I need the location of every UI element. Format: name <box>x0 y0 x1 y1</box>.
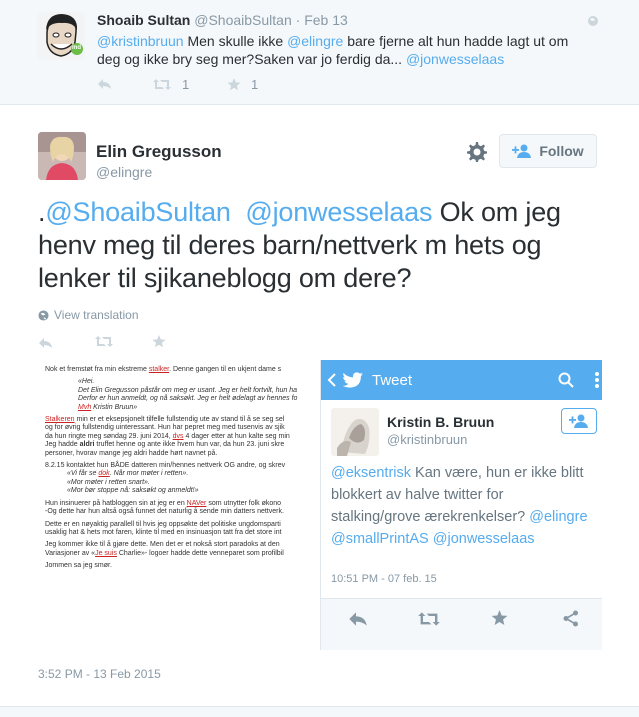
gear-icon[interactable] <box>466 141 488 163</box>
reply-author-name[interactable]: Shoaib Sultan <box>97 12 191 28</box>
favorite-icon <box>152 335 166 348</box>
reply-globe-icon <box>587 14 599 32</box>
reply-retweet-count: 1 <box>182 77 190 92</box>
embed-author-handle[interactable]: @kristinbruun <box>387 432 468 447</box>
retweet-icon <box>94 335 114 348</box>
embed-text-body: Kan være, hun er ikke blitt blokkert av halve twitter for stalking/grove ærekrenkelser? <box>331 465 584 525</box>
doc-line: Nok et fremstøt fra min ekstreme stalker. Denne gangen til en ukjent dame s <box>45 366 282 373</box>
reply-icon <box>38 337 53 349</box>
view-translation-label: View translation <box>54 308 139 322</box>
bottom-divider <box>0 706 639 717</box>
doc-line: Variasjoner av «Je suis Charlie»- logoer hadde dette venneparet som profilbil <box>45 549 284 557</box>
doc-line: «Hei. <box>78 378 95 386</box>
doc-line: personer, hvorav mange jeg aldri hadde hørt navnet på. <box>45 449 218 457</box>
twitter-bird-icon <box>343 372 363 389</box>
reply-retweet-button[interactable] <box>152 77 189 92</box>
reply-icon <box>348 611 368 627</box>
reply-reply-button[interactable] <box>97 78 112 93</box>
add-user-icon <box>569 414 589 428</box>
back-icon <box>327 373 337 387</box>
embed-tweet-text <box>331 462 593 550</box>
favorite-icon <box>227 78 241 91</box>
main-tweet-text <box>38 196 603 295</box>
main-favorite-button[interactable] <box>152 335 166 353</box>
reply-text-part1: Men skulle ikke <box>183 33 288 49</box>
reply-icon <box>97 78 112 90</box>
embed-share-button[interactable] <box>563 610 579 632</box>
doc-line: «Mor bør stoppe nå: saksøkt og anmeldt!» <box>67 487 199 495</box>
doc-line: Dette er en nøyaktig parallell til hvis jeg oppsøkte det politiske ungdomsparti <box>45 520 281 528</box>
main-tweet-timestamp[interactable]: 3:52 PM - 13 Feb 2015 <box>38 667 161 681</box>
embed-mention-eksentrisk[interactable]: @eksentrisk <box>331 465 411 481</box>
reply-text-line2: deg og ikke bry seg mer?Saken var jo ferdig da... <box>97 51 406 67</box>
doc-line: «Vi får se dok. Når mor møter i retten». <box>67 470 189 478</box>
main-author-handle[interactable]: @elingre <box>96 164 153 180</box>
reply-text-part2: bare fjerne alt hun hadde lagt ut om <box>343 33 569 49</box>
doc-line: Hun insinuerer på hatbloggen sin at jeg er en NAVer som utnytter folk økono <box>45 499 282 507</box>
doc-line: Derfor er hun anmeldt, og nå saksøkt. Jeg er helt ødelagt av hennes fo <box>78 395 298 403</box>
main-tweet-body: Ok om jeg henv meg til deres barn/nettverk m hets og lenker til sjikaneblogg om dere? <box>38 197 561 293</box>
avatar-elin[interactable] <box>38 132 86 180</box>
retweet-icon <box>417 611 441 627</box>
share-icon <box>563 610 579 627</box>
doc-line: Jeg hadde aldri truffet henne og ante ikke hvem hun var, da hun 23. juni skre <box>45 441 285 449</box>
reply-author-handle[interactable]: @ShoaibSultan <box>194 12 292 28</box>
embed-timestamp: 10:51 PM - 07 feb. 15 <box>331 573 437 585</box>
reply-mention-kristinbruun[interactable]: @kristinbruun <box>97 33 184 49</box>
embed-retweet-button[interactable] <box>417 611 441 632</box>
reply-date[interactable]: · Feb 13 <box>295 12 348 28</box>
follow-button[interactable] <box>499 134 597 168</box>
main-mention-shoaibsultan[interactable]: @ShoaibSultan <box>45 197 231 227</box>
embed-mention-jonwesselaas[interactable]: @jonwesselaas <box>432 531 535 547</box>
embed-top-bar <box>321 360 602 400</box>
reply-text <box>97 32 597 68</box>
doc-line: usaklig hat & hets mot faren, klinte til med en insinuasjon tatt fra det store int <box>45 528 282 536</box>
view-translation-link[interactable] <box>38 308 139 322</box>
reply-mention-elingre[interactable]: @elingre <box>287 33 344 49</box>
main-reply-button[interactable] <box>38 336 53 354</box>
embed-mention-elingre[interactable]: @elingre <box>529 509 588 525</box>
search-icon <box>558 372 574 388</box>
embed-avatar[interactable] <box>331 408 379 456</box>
embed-bar-title: Tweet <box>372 371 413 389</box>
doc-line: og for øvrig fullstendig uinteressant. Hun har pepret meg med tusenvis av sjik <box>45 424 285 432</box>
reply-author <box>97 12 348 28</box>
doc-line: Jommen sa jeg smør. <box>45 562 112 570</box>
main-author-name[interactable]: Elin Gregusson <box>96 142 222 161</box>
reply-mention-jonwesselaas[interactable]: @jonwesselaas <box>405 51 505 67</box>
doc-line: Mvh Kristin Bruun» <box>78 403 138 411</box>
embed-mention-smallprintas[interactable]: @smallPrintAS <box>331 531 429 547</box>
avatar-shoaib[interactable] <box>37 12 85 60</box>
doc-line: 8.2.15 kontaktet hun BÅDE datteren min/hennes nettverk OG andre, og skrev <box>45 462 286 470</box>
attached-document-image[interactable] <box>39 360 319 650</box>
add-user-icon <box>512 144 532 158</box>
retweet-icon <box>152 78 172 91</box>
follow-label: Follow <box>539 143 584 159</box>
favorite-icon <box>491 610 508 626</box>
doc-line: Det Elin Gregusson påstår om meg er usant. Jeg er helt fortvilt, hun ha <box>78 386 298 394</box>
main-mention-jonwesselaas[interactable]: @jonwesselaas <box>245 197 433 227</box>
embed-author-name[interactable]: Kristin B. Bruun <box>387 414 495 430</box>
embed-favorite-button[interactable] <box>491 610 508 631</box>
globe-icon <box>38 310 49 321</box>
more-icon <box>594 371 600 389</box>
reply-favorite-count: 1 <box>251 77 259 92</box>
embed-reply-button[interactable] <box>348 611 368 632</box>
doc-line: -Og dette har hun altså også funnet det naturlig å sende min datters nettverk. <box>45 508 284 516</box>
embed-follow-button[interactable] <box>561 408 597 434</box>
doc-line: Jeg kommer ikke til å gjøre dette. Men det er et nokså stort paradoks at den <box>45 541 280 549</box>
md-badge: md <box>72 45 81 51</box>
main-retweet-button[interactable] <box>94 335 114 353</box>
doc-line: Stalkeren min er et eksepsjonelt tilfelle fullstendig ute av stand til å se seg sel <box>45 416 285 424</box>
doc-line: «Mor møter i retten snart». <box>67 478 150 486</box>
attached-tweet-screenshot[interactable] <box>320 360 602 650</box>
doc-line: da hun ringte meg søndag 29. juni 2014, dvs 4 dager etter at hun kalte seg min <box>45 432 290 440</box>
main-tweet-prefix: . <box>38 197 46 227</box>
reply-favorite-button[interactable] <box>227 77 258 92</box>
